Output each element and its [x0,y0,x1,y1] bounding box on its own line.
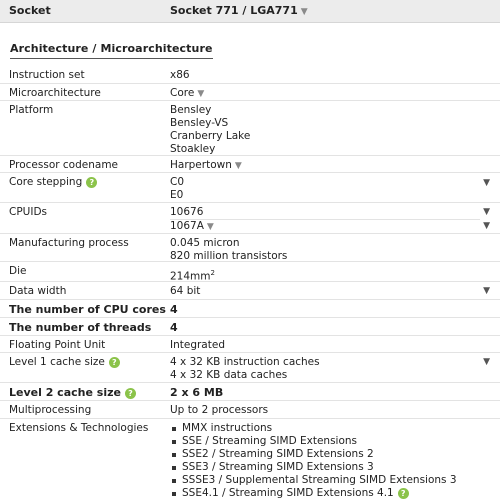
row-threads [0,318,500,336]
platform-item: Cranberry Lake [170,130,251,142]
die-value: 214mm [170,270,211,283]
l1-cache-label: Level 1 cache size [9,356,105,368]
help-icon[interactable]: ? [398,488,409,499]
row-label: Die [9,265,27,277]
platform-list [170,104,250,156]
row-platform [0,101,500,156]
stepping-item: C0 [170,176,185,188]
help-icon[interactable]: ? [125,388,136,399]
row-cpuids [0,203,500,234]
l1-cache-item: 4 x 32 KB data caches [170,369,288,381]
row-multiprocessing [0,401,500,419]
extension-item[interactable] [170,487,457,500]
row-instruction-set [0,66,500,84]
extensions-list [170,422,457,500]
row-label [9,386,136,399]
row-label: CPUIDs [9,206,48,218]
microarchitecture-link[interactable]: Core [170,87,195,99]
row-codename [0,156,500,173]
row-microarchitecture [0,84,500,101]
row-label: Instruction set [9,69,85,81]
row-l2-cache [0,383,500,401]
cpuid-item [170,220,480,234]
core-stepping-label: Core stepping [9,176,83,188]
codename-link[interactable]: Harpertown [170,159,232,171]
row-value: 64 bit [170,285,201,297]
row-label: The number of threads [9,321,152,334]
dropdown-arrow-icon[interactable]: ▼ [234,161,242,171]
extension-item[interactable]: SSE3 / Streaming SIMD Extensions 3 [170,461,457,474]
section-title: Architecture / Microarchitecture [10,42,213,59]
expand-arrow-icon[interactable]: ▼ [483,286,490,296]
cpuid-values [170,206,480,234]
expand-arrow-icon[interactable]: ▼ [483,357,490,367]
cpuid-value: 1067A [170,220,204,232]
dropdown-arrow-icon[interactable]: ▼ [197,89,205,99]
dropdown-arrow-icon[interactable]: ▼ [300,7,308,17]
row-value[interactable] [170,87,204,101]
row-label [9,356,120,368]
l1-cache-item: 4 x 32 KB instruction caches [170,356,320,368]
extension-item[interactable]: SSE / Streaming SIMD Extensions [170,435,457,448]
row-label: Processor codename [9,159,119,171]
socket-value[interactable] [170,4,308,17]
row-value: 4 [170,321,178,334]
platform-item: Stoakley [170,143,216,155]
extension-label[interactable]: SSE4.1 / Streaming SIMD Extensions 4.1 [182,487,394,499]
expand-arrow-icon[interactable]: ▼ [483,178,490,188]
row-label: The number of CPU cores [9,303,166,316]
row-value: Integrated [170,339,225,351]
row-cpu-cores [0,300,500,318]
l1-cache-values [170,356,320,382]
row-label: Manufacturing process [9,237,129,249]
cpuid-item: 10676 [170,206,480,220]
row-core-stepping [0,173,500,203]
process-item: 820 million transistors [170,250,288,262]
row-manufacturing-process [0,234,500,262]
dropdown-arrow-icon[interactable]: ▼ [206,222,214,232]
row-label: Platform [9,104,54,116]
row-data-width [0,282,500,300]
die-superscript: 2 [210,269,215,277]
row-label: Multiprocessing [9,404,92,416]
row-die [0,262,500,282]
extension-item[interactable]: MMX instructions [170,422,457,435]
socket-row [0,0,500,23]
help-icon[interactable]: ? [109,357,120,368]
extension-item[interactable]: SSE2 / Streaming SIMD Extensions 2 [170,448,457,461]
process-values [170,237,287,263]
platform-item: Bensley [170,104,212,116]
row-label [9,176,97,188]
row-label: Floating Point Unit [9,339,106,351]
row-label: Data width [9,285,67,297]
expand-arrow-icon[interactable]: ▼ [483,207,490,217]
platform-item: Bensley-VS [170,117,229,129]
process-item: 0.045 micron [170,237,240,249]
row-label: Extensions & Technologies [9,422,149,434]
socket-label: Socket [9,4,51,17]
row-l1-cache [0,353,500,383]
row-value: 2 x 6 MB [170,386,224,399]
row-fpu [0,336,500,353]
row-value: 4 [170,303,178,316]
help-icon[interactable]: ? [86,177,97,188]
stepping-item: E0 [170,189,184,201]
core-stepping-values [170,176,184,202]
row-value: Up to 2 processors [170,404,269,416]
row-value[interactable] [170,159,242,173]
socket-link[interactable]: Socket 771 / LGA771 [170,4,298,17]
expand-arrow-icon[interactable]: ▼ [483,221,490,231]
l2-cache-label: Level 2 cache size [9,386,121,399]
row-label: Microarchitecture [9,87,101,99]
extension-item[interactable]: SSSE3 / Supplemental Streaming SIMD Extensions 3 [170,474,457,487]
row-value: x86 [170,69,190,81]
row-extensions [0,419,500,500]
